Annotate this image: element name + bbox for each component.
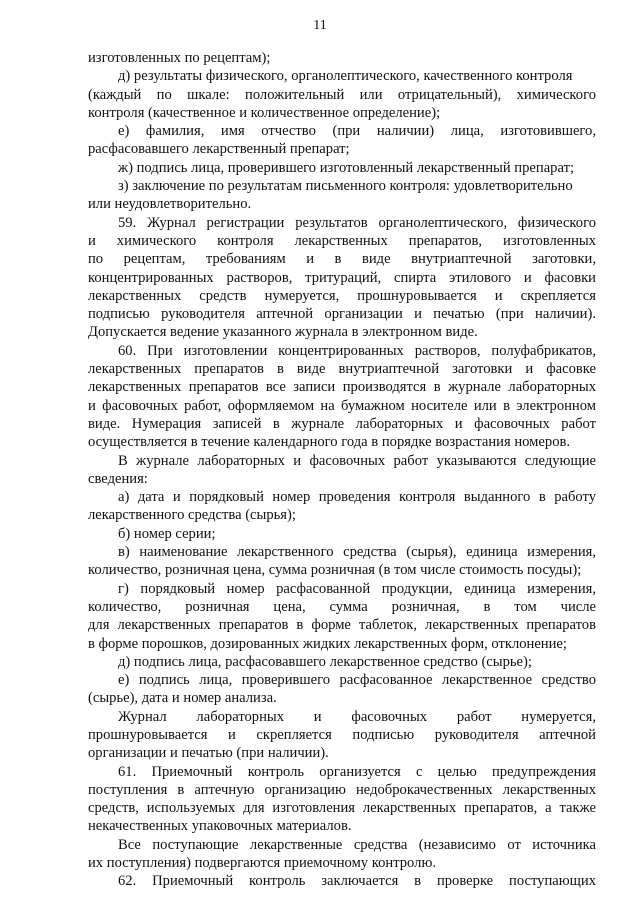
text-line: лекарственного средства (сырья); (88, 507, 296, 524)
text-line: прошнуровывается и скрепляется подписью руководителя аптечной (88, 726, 596, 743)
text-line: а) дата и порядковый номер проведения контроля выданного в работу (118, 489, 596, 506)
text-line: осуществляется в течение календарного года в порядке возрастания номеров. (88, 434, 571, 451)
text-line: сведения: (88, 470, 148, 487)
text-line: Журнал лабораторных и фасовочных работ нумеруется, (118, 708, 596, 725)
text-line: Все поступающие лекарственные средства (независимо от источника (118, 836, 596, 853)
text-line: подписью руководителя аптечной организации и печатью (при наличии). (88, 306, 596, 323)
text-line: или неудовлетворительно. (88, 196, 252, 213)
text-line: В журнале лабораторных и фасовочных работ указываются следующие (118, 452, 596, 469)
text-line: некачественных упаковочных материалов. (88, 818, 352, 835)
text-line: е) фамилия, имя отчество (при наличии) лица, изготовившего, (118, 123, 596, 140)
text-line: и химического контроля лекарственных препаратов, изготовленных (88, 232, 596, 249)
text-line: изготовленных по рецептам); (88, 50, 271, 66)
text-line: по рецептам, требованиям и в виде внутриаптечной заготовки, (88, 251, 596, 268)
text-line: Допускается ведение указанного журнала в электронном виде. (88, 324, 478, 341)
text-line: е) подпись лица, проверившего расфасованное лекарственное средство (118, 672, 596, 689)
text-line: их поступления) подвергаются приемочному контролю. (88, 855, 436, 872)
text-line: 60. При изготовлении концентрированных растворов, полуфабрикатов, (118, 342, 596, 359)
document-body (88, 49, 596, 891)
text-line: 62. Приемочный контроль заключается в проверке поступающих (118, 873, 596, 890)
text-line: д) результаты физического, органолептического, качественного контроля (118, 68, 573, 85)
text-line: контроля (качественное и количественное определение); (88, 104, 441, 121)
text-line: 61. Приемочный контроль организуется с целью предупреждения (118, 763, 596, 780)
text-line: 59. Журнал регистрации результатов органолептического, физического (118, 214, 596, 231)
text-line: (сырье), дата и номер анализа. (88, 690, 277, 707)
text-line: в форме порошков, дозированных жидких лекарственных форм, отклонение; (88, 635, 567, 652)
text-line: (каждый по шкале: положительный или отрицательный), химического (88, 86, 596, 103)
text-line: организации и печатью (при наличии). (88, 745, 329, 762)
text-line: количество, розничная цена, сумма розничная (в том числе стоимость посуды); (88, 562, 582, 579)
text-line: поступления в аптечную организацию недоброкачественных лекарственных (88, 781, 596, 798)
text-line: в) наименование лекарственного средства (сырья), единица измерения, (118, 544, 596, 561)
text-line: количество, розничная цена, сумма розничная, в том числе (88, 598, 596, 615)
text-line: расфасовавшего лекарственный препарат; (88, 141, 350, 158)
text-line: средств, используемых для изготовления лекарственных препаратов, а также (88, 800, 596, 817)
text-line: ж) подпись лица, проверившего изготовленный лекарственный препарат; (118, 159, 574, 176)
text-line: концентрированных растворов, тритураций, спирта этилового и фасовки (88, 269, 596, 286)
text-line: лекарственных препаратов все записи производятся в журнале лабораторных (88, 379, 596, 396)
text-line: з) заключение по результатам письменного контроля: удовлетворительно (118, 178, 573, 195)
text-line: д) подпись лица, расфасовавшего лекарственное средство (сырье); (118, 653, 532, 670)
text-line: виде. Нумерация записей в журнале лабораторных и фасовочных работ (88, 415, 596, 432)
text-line: лекарственных препаратов в виде внутриаптечной заготовки и фасовке (88, 361, 596, 378)
text-line: б) номер серии; (118, 525, 216, 542)
text-line: и фасовочных работ, оформляемом на бумажном носителе или в электронном (88, 397, 596, 414)
text-line: лекарственных средств нумеруется, прошнуровывается и скрепляется (88, 287, 596, 304)
page-number: 11 (313, 18, 327, 33)
text-line: г) порядковый номер расфасованной продукции, единица измерения, (118, 580, 596, 597)
text-line: для лекарственных препаратов в форме таблеток, лекарственных препаратов (88, 617, 596, 634)
